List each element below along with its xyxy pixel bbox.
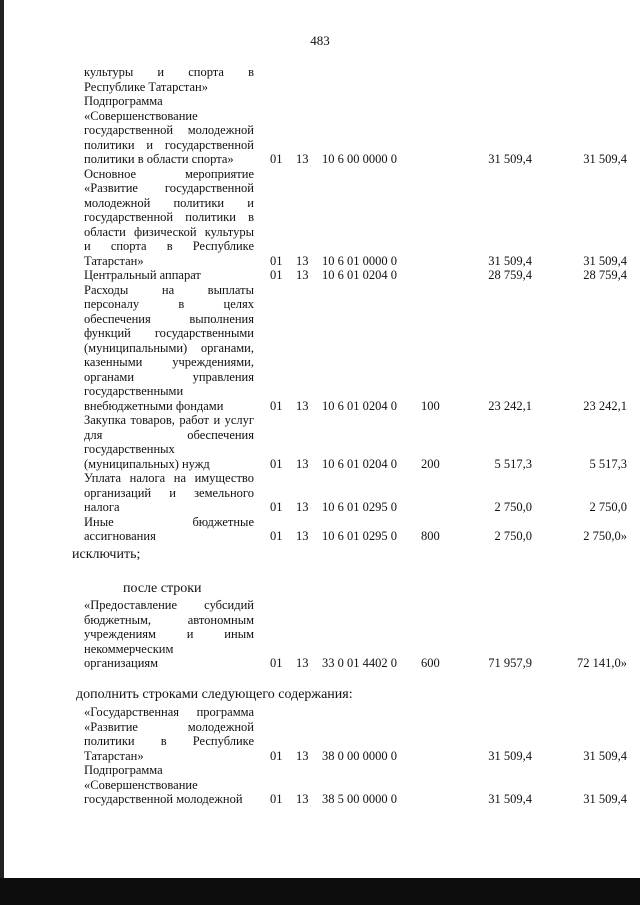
section-code: 01: [270, 748, 283, 763]
row-name-line: государственных: [84, 442, 175, 456]
amount-year2: 31 509,4: [583, 253, 627, 268]
table-row: [0, 268, 640, 283]
section-code: 01: [270, 500, 283, 514]
row-name-line: обеспечения выполнения: [84, 311, 254, 326]
row-name: [84, 65, 254, 94]
row-name-line: государственной молодежной: [84, 792, 243, 806]
amount-year2: 31 509,4: [583, 748, 627, 763]
subsection-code: 13: [296, 656, 309, 670]
row-name-line: налога: [84, 500, 120, 514]
row-name-line: культуры и спорта в: [84, 65, 254, 79]
row-name-line: молодежной политики и: [84, 195, 254, 210]
row-name-line: (муниципальными) органами,: [84, 340, 254, 355]
row-name-line: организациям: [84, 656, 159, 670]
table-row: [0, 471, 640, 515]
target-article-code: 10 6 01 0295 0: [322, 500, 397, 514]
subsection-code: 13: [296, 152, 309, 166]
amount-year2: 72 141,0»: [577, 656, 627, 670]
target-article-code: 10 6 01 0000 0: [322, 253, 397, 268]
section-code: 01: [270, 456, 283, 471]
row-name-line: Подпрограмма: [84, 763, 163, 777]
expense-type-code: 100: [421, 398, 440, 413]
subsection-code: 13: [296, 792, 309, 806]
amount-year2: 2 750,0: [589, 500, 627, 514]
row-name-line: государственными: [84, 384, 184, 398]
instruction-add-lines: дополнить строками следующего содержания:: [76, 687, 353, 702]
row-name: [84, 413, 254, 471]
row-name-line: персоналу в целях: [84, 297, 254, 311]
section-code: 01: [270, 253, 283, 268]
row-name-line: «Предоставление субсидий: [84, 598, 254, 612]
table-row: [0, 598, 640, 671]
amount-year1: 31 509,4: [488, 253, 532, 268]
table-row: [0, 283, 640, 414]
row-name-line: Иные бюджетные: [84, 514, 254, 529]
page-number: 483: [310, 33, 330, 48]
amount-year2: 31 509,4: [583, 152, 627, 166]
subsection-code: 13: [296, 268, 309, 282]
subsection-code: 13: [296, 500, 309, 514]
row-name-line: казенными учреждениями,: [84, 355, 254, 369]
amount-year2: 28 759,4: [583, 268, 627, 282]
row-name-line: политики в области спорта»: [84, 152, 234, 166]
target-article-code: 10 6 00 0000 0: [322, 152, 397, 166]
row-name-line: «Развитие молодежной: [84, 719, 254, 734]
expense-type-code: 600: [421, 656, 440, 670]
row-name-line: «Совершенствование: [84, 108, 198, 123]
row-name-line: учреждениям и иным: [84, 627, 254, 641]
target-article-code: 38 5 00 0000 0: [322, 792, 397, 806]
table-row: [0, 763, 640, 807]
row-name-line: внебюджетными фондами: [84, 398, 224, 413]
table-row: [0, 94, 640, 167]
target-article-code: 33 0 01 4402 0: [322, 656, 397, 670]
row-name: [84, 705, 254, 763]
row-name: [84, 94, 254, 167]
row-name-line: «Развитие государственной: [84, 181, 254, 195]
row-name-line: ассигнования: [84, 529, 156, 543]
row-name: [84, 763, 254, 807]
expense-type-code: 800: [421, 529, 440, 543]
amount-year1: 71 957,9: [488, 656, 532, 670]
amount-year1: 2 750,0: [494, 529, 532, 543]
subsection-code: 13: [296, 398, 309, 413]
amount-year2: 2 750,0»: [583, 529, 627, 543]
table-row: [0, 167, 640, 269]
table-row: [0, 413, 640, 471]
row-name-line: «Совершенствование: [84, 777, 198, 792]
instruction-after-line: после строки: [123, 581, 202, 596]
row-name-line: политики и государственной: [84, 137, 254, 152]
subsection-code: 13: [296, 748, 309, 763]
table-row: [0, 65, 640, 94]
row-name-line: и спорта в Республике: [84, 239, 254, 253]
row-name-line: Основное мероприятие: [84, 166, 254, 181]
row-name-line: Татарстан»: [84, 748, 144, 763]
row-name-line: Расходы на выплаты: [84, 282, 254, 297]
target-article-code: 38 0 00 0000 0: [322, 748, 397, 763]
row-name-line: «Государственная программа: [84, 705, 254, 719]
amount-year1: 31 509,4: [488, 792, 532, 806]
subsection-code: 13: [296, 456, 309, 471]
row-name-line: Закупка товаров, работ и услуг: [84, 413, 254, 427]
scan-bottom-border: [0, 878, 640, 905]
section-code: 01: [270, 398, 283, 413]
row-name-line: бюджетным, автономным: [84, 612, 254, 627]
row-name-line: некоммерческим: [84, 641, 174, 656]
row-name-line: функций государственными: [84, 326, 254, 340]
row-name-line: органами управления: [84, 369, 254, 384]
section-code: 01: [270, 656, 283, 670]
target-article-code: 10 6 01 0295 0: [322, 529, 397, 543]
row-name: [84, 598, 254, 671]
amount-year1: 31 509,4: [488, 152, 532, 166]
row-name-line: государственной политики в: [84, 210, 254, 224]
amount-year2: 31 509,4: [583, 792, 627, 806]
row-name-line: Центральный аппарат: [84, 268, 201, 282]
row-name: [84, 471, 254, 515]
target-article-code: 10 6 01 0204 0: [322, 456, 397, 471]
subsection-code: 13: [296, 529, 309, 543]
section-code: 01: [270, 792, 283, 806]
amount-year1: 23 242,1: [488, 398, 532, 413]
row-name: [84, 167, 254, 269]
row-name-line: Татарстан»: [84, 253, 144, 268]
amount-year1: 5 517,3: [494, 456, 532, 471]
section-code: 01: [270, 152, 283, 166]
row-name-line: Уплата налога на имущество: [84, 471, 254, 485]
table-row: [0, 705, 640, 763]
subsection-code: 13: [296, 253, 309, 268]
row-name-line: области физической культуры: [84, 224, 254, 239]
row-name-line: государственной молодежной: [84, 123, 254, 137]
row-name-line: (муниципальных) нужд: [84, 456, 210, 471]
amount-year1: 28 759,4: [488, 268, 532, 282]
row-name-line: Республике Татарстан»: [84, 79, 208, 94]
instruction-exclude: исключить;: [72, 547, 141, 562]
row-name: [84, 268, 254, 283]
amount-year1: 2 750,0: [494, 500, 532, 514]
section-code: 01: [270, 268, 283, 282]
row-name-line: Подпрограмма: [84, 94, 163, 108]
row-name: [84, 515, 254, 544]
row-name-line: политики в Республике: [84, 734, 254, 748]
amount-year2: 5 517,3: [589, 456, 627, 471]
row-name-line: для обеспечения: [84, 427, 254, 442]
amount-year2: 23 242,1: [583, 398, 627, 413]
target-article-code: 10 6 01 0204 0: [322, 268, 397, 282]
table-row: [0, 515, 640, 544]
target-article-code: 10 6 01 0204 0: [322, 398, 397, 413]
expense-type-code: 200: [421, 456, 440, 471]
section-code: 01: [270, 529, 283, 543]
row-name-line: организаций и земельного: [84, 485, 254, 500]
amount-year1: 31 509,4: [488, 748, 532, 763]
row-name: [84, 283, 254, 414]
